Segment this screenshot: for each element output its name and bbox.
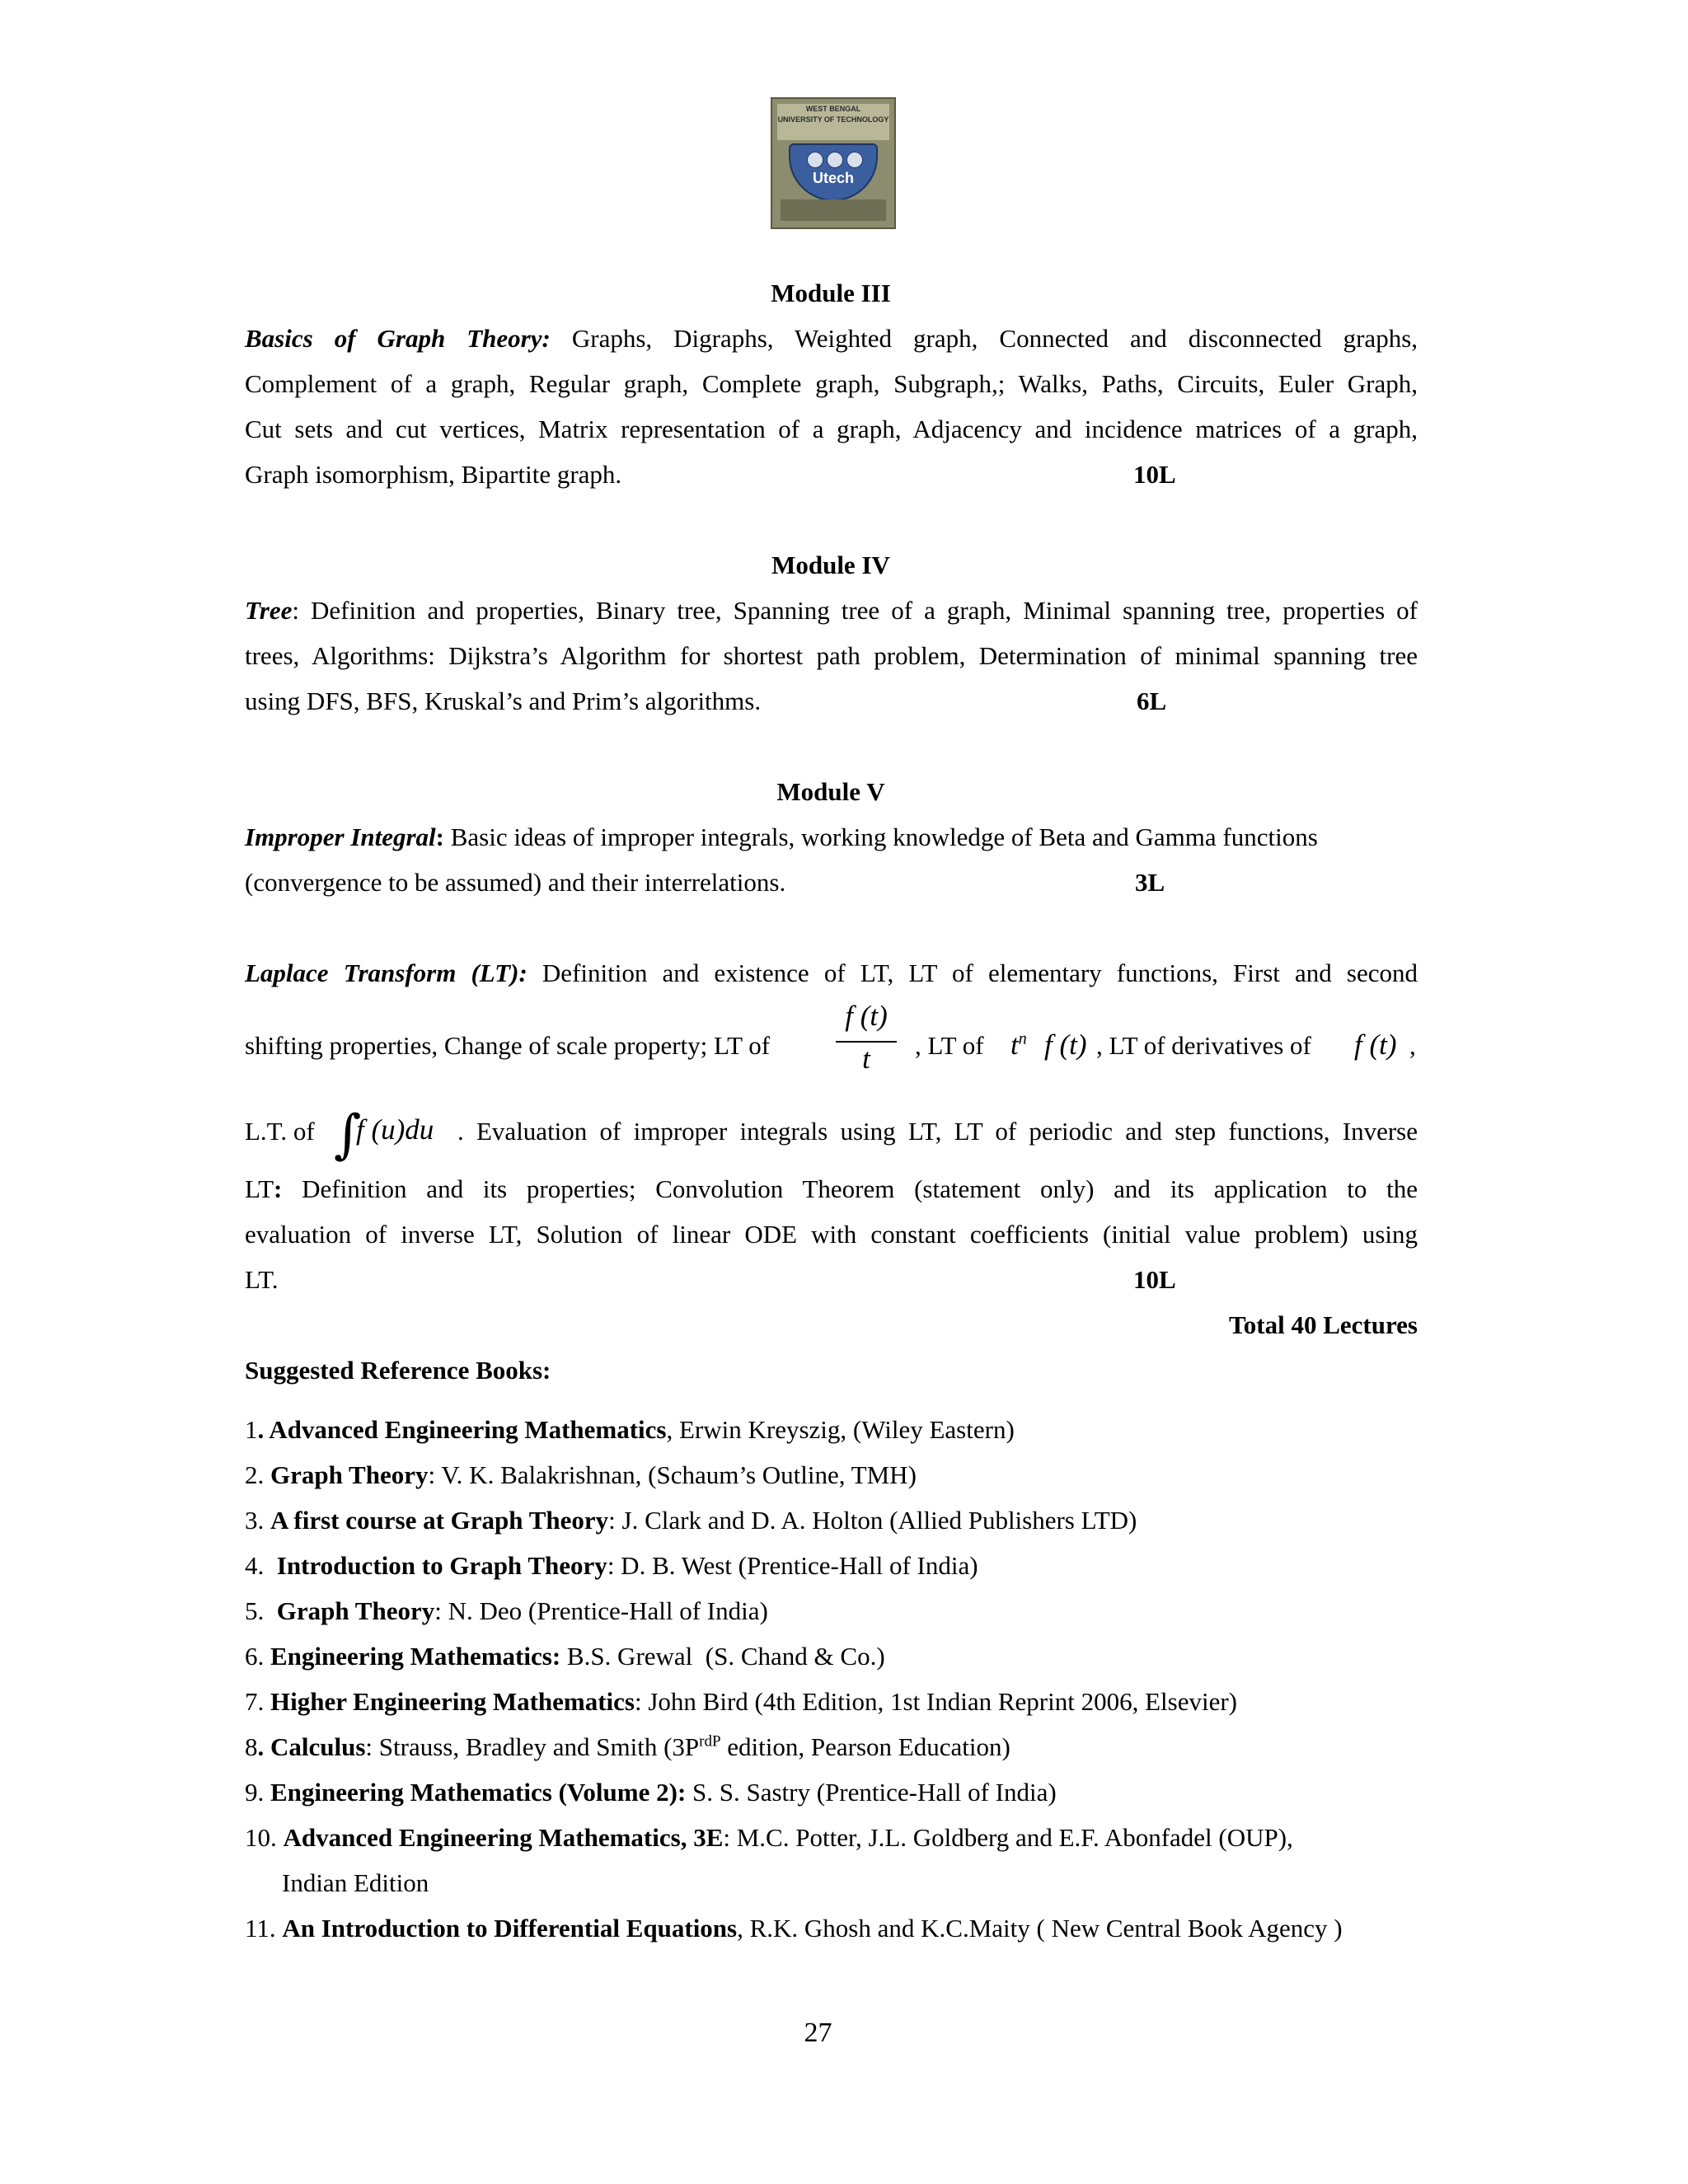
- reference-item: [245, 1732, 1418, 1762]
- ref-details: : D. B. West (Prentice-Hall of India): [607, 1551, 978, 1580]
- university-logo: [771, 97, 896, 229]
- laplace-line-6: LT.: [245, 1265, 279, 1294]
- module-3-topic: Basics of Graph Theory:: [245, 324, 551, 353]
- ref-number: 5.: [245, 1596, 277, 1625]
- laplace-line-3b: . Evaluation of improper integrals using LT, LT of periodic and step functions, Inverse: [457, 1117, 1418, 1146]
- ref-title: Calculus: [264, 1732, 366, 1761]
- inverse-lt-colon: :: [274, 1174, 283, 1203]
- ref-details: : M.C. Potter, J.L. Goldberg and E.F. Abonfadel (OUP),: [723, 1823, 1293, 1852]
- module-3-text: Graphs, Digraphs, Weighted graph, Connected and disconnected graphs,: [571, 324, 1418, 353]
- ref-details: : N. Deo (Prentice-Hall of India): [434, 1596, 768, 1625]
- module-3-line-4: Graph isomorphism, Bipartite graph.: [245, 460, 622, 489]
- page-number: 27: [804, 2018, 832, 2048]
- laplace-line-4: [245, 1174, 1418, 1204]
- t-power-n: [1010, 1029, 1027, 1062]
- ref-details: : John Bird (4th Edition, 1st Indian Reprint 2006, Elsevier): [635, 1687, 1237, 1716]
- module-3-heading: Module III: [771, 279, 891, 307]
- ref-details-cont: edition, Pearson Education): [720, 1732, 1010, 1761]
- laplace-line-5: evaluation of inverse LT, Solution of linear ODE with constant coefficients (initial value problem) using: [245, 1220, 1418, 1249]
- ref-number: 9.: [245, 1778, 270, 1807]
- module-3-line-3: Cut sets and cut vertices, Matrix representation of a graph, Adjacency and incidence matrices of a graph,: [245, 415, 1418, 443]
- reference-item: [245, 1551, 1418, 1581]
- ref-title: Introduction to Graph Theory: [276, 1551, 607, 1580]
- module-4-hours: 6L: [1137, 687, 1167, 715]
- ref-title: Graph Theory: [270, 1460, 429, 1489]
- ref-details: , Erwin Kreyszig, (Wiley Eastern): [666, 1415, 1015, 1444]
- ref-details: B.S. Grewal (S. Chand & Co.): [560, 1642, 885, 1671]
- module-4-text: : Definition and properties, Binary tree, Spanning tree of a graph, Minimal spanning tree, properties of: [292, 596, 1418, 625]
- module-3-hours: 10L: [1133, 460, 1176, 489]
- module-5-hours: 3L: [1135, 868, 1165, 897]
- laplace-line-2a: shifting properties, Change of scale property; LT of: [245, 1031, 771, 1060]
- logo-base: [781, 199, 886, 221]
- laplace-topic: Laplace Transform (LT):: [245, 958, 528, 987]
- ref-details: : Strauss, Bradley and Smith (3P: [365, 1732, 700, 1761]
- module-5-heading: Module V: [776, 777, 885, 806]
- laplace-line-1: [245, 958, 1418, 988]
- module-4-topic: Tree: [245, 596, 293, 625]
- laplace-text: Definition and existence of LT, LT of elementary functions, First and second: [542, 958, 1418, 987]
- module-3-line-1: [245, 324, 1418, 354]
- module-3-line-2: Complement of a graph, Regular graph, Complete graph, Subgraph,; Walks, Paths, Circuits, Euler Graph,: [245, 369, 1418, 398]
- fraction-numerator: f (t): [845, 1000, 888, 1032]
- ref-title: Advanced Engineering Mathematics: [264, 1415, 667, 1444]
- module-5-topic: Improper Integral: [245, 823, 436, 851]
- module-5-text: Basic ideas of improper integrals, working knowledge of Beta and Gamma functions: [450, 823, 1318, 851]
- total-lectures: Total 40 Lectures: [1228, 1310, 1418, 1339]
- laplace-line-2c: , LT of derivatives of: [1096, 1031, 1311, 1060]
- shield-icon: Utech: [789, 143, 878, 201]
- ref-title: Engineering Mathematics (Volume 2):: [270, 1778, 687, 1807]
- ref-dot: .: [257, 1732, 265, 1761]
- module-4-heading: Module IV: [771, 551, 890, 579]
- module-5-line-1: [245, 823, 1418, 852]
- ref-number: 10.: [245, 1823, 284, 1852]
- laplace-line-3a: L.T. of: [245, 1117, 315, 1146]
- ref-number: 3.: [245, 1506, 270, 1535]
- ref-title: Graph Theory: [276, 1596, 435, 1625]
- reference-item: [245, 1460, 1418, 1490]
- integral-sign: ∫: [334, 1104, 362, 1165]
- reference-item: [245, 1778, 1418, 1807]
- ref-number: 11.: [245, 1914, 283, 1943]
- module-4-line-3: using DFS, BFS, Kruskal’s and Prim’s algorithms.: [245, 687, 762, 715]
- reference-item: [245, 1823, 1418, 1853]
- ref-details: S. S. Sastry (Prentice-Hall of India): [686, 1778, 1057, 1807]
- reference-item: [245, 1914, 1418, 1943]
- ref-number: 2.: [245, 1460, 270, 1489]
- ref-details: : V. K. Balakrishnan, (Schaum’s Outline, TMH): [428, 1460, 917, 1489]
- reference-item: [245, 1596, 1418, 1626]
- module-5-topic-colon: :: [435, 823, 444, 851]
- ref-superscript: rdP: [699, 1732, 721, 1750]
- ref-dot: .: [257, 1415, 265, 1444]
- inverse-lt-label: LT: [245, 1174, 274, 1203]
- laplace-hours: 10L: [1133, 1265, 1176, 1294]
- module-4-line-2: trees, Algorithms: Dijkstra’s Algorithm for shortest path problem, Determination of minimal spanning tree: [245, 641, 1418, 670]
- t-symbol: t: [1010, 1029, 1019, 1061]
- ref-title: Higher Engineering Mathematics: [270, 1687, 635, 1716]
- laplace-line-2b: , LT of: [915, 1031, 984, 1060]
- f-of-t-2: f (t): [1354, 1029, 1397, 1061]
- ref-details: : J. Clark and D. A. Holton (Allied Publishers LTD): [608, 1506, 1137, 1535]
- fraction-denominator: t: [862, 1043, 870, 1075]
- logo-circle-icon: [807, 152, 823, 168]
- ref-number: 6.: [245, 1642, 270, 1671]
- module-4-line-1: [245, 596, 1418, 626]
- ref-number: 1: [245, 1415, 258, 1444]
- inverse-lt-text: Definition and its properties; Convolution Theorem (statement only) and its application to the: [302, 1174, 1418, 1203]
- ref-number: 4.: [245, 1551, 277, 1580]
- logo-circle-icon: [827, 152, 843, 168]
- logo-banner: WEST BENGAL UNIVERSITY OF TECHNOLOGY: [777, 104, 889, 140]
- laplace-line-2d: ,: [1409, 1031, 1416, 1060]
- n-superscript: n: [1018, 1029, 1027, 1048]
- ref-title: Advanced Engineering Mathematics, 3E: [283, 1823, 724, 1852]
- ref-title: A first course at Graph Theory: [270, 1506, 609, 1535]
- ref-number: 7.: [245, 1687, 270, 1716]
- reference-item: [245, 1506, 1418, 1535]
- ref-title: Engineering Mathematics:: [270, 1642, 561, 1671]
- f-of-t-1: f (t): [1044, 1029, 1087, 1061]
- ref-title: An Introduction to Differential Equations: [282, 1914, 738, 1943]
- ref-details: , R.K. Ghosh and K.C.Maity ( New Central Book Agency ): [737, 1914, 1343, 1943]
- module-5-line-2: (convergence to be assumed) and their interrelations.: [245, 868, 786, 897]
- reference-item: [245, 1687, 1418, 1717]
- reference-item: [245, 1415, 1418, 1445]
- references-heading: Suggested Reference Books:: [245, 1356, 551, 1385]
- logo-circle-icon: [846, 152, 863, 168]
- reference-item: [245, 1642, 1418, 1671]
- ref-number: 8: [245, 1732, 258, 1761]
- integrand: f (u)du: [356, 1113, 434, 1146]
- reference-item-continuation: Indian Edition: [282, 1868, 429, 1897]
